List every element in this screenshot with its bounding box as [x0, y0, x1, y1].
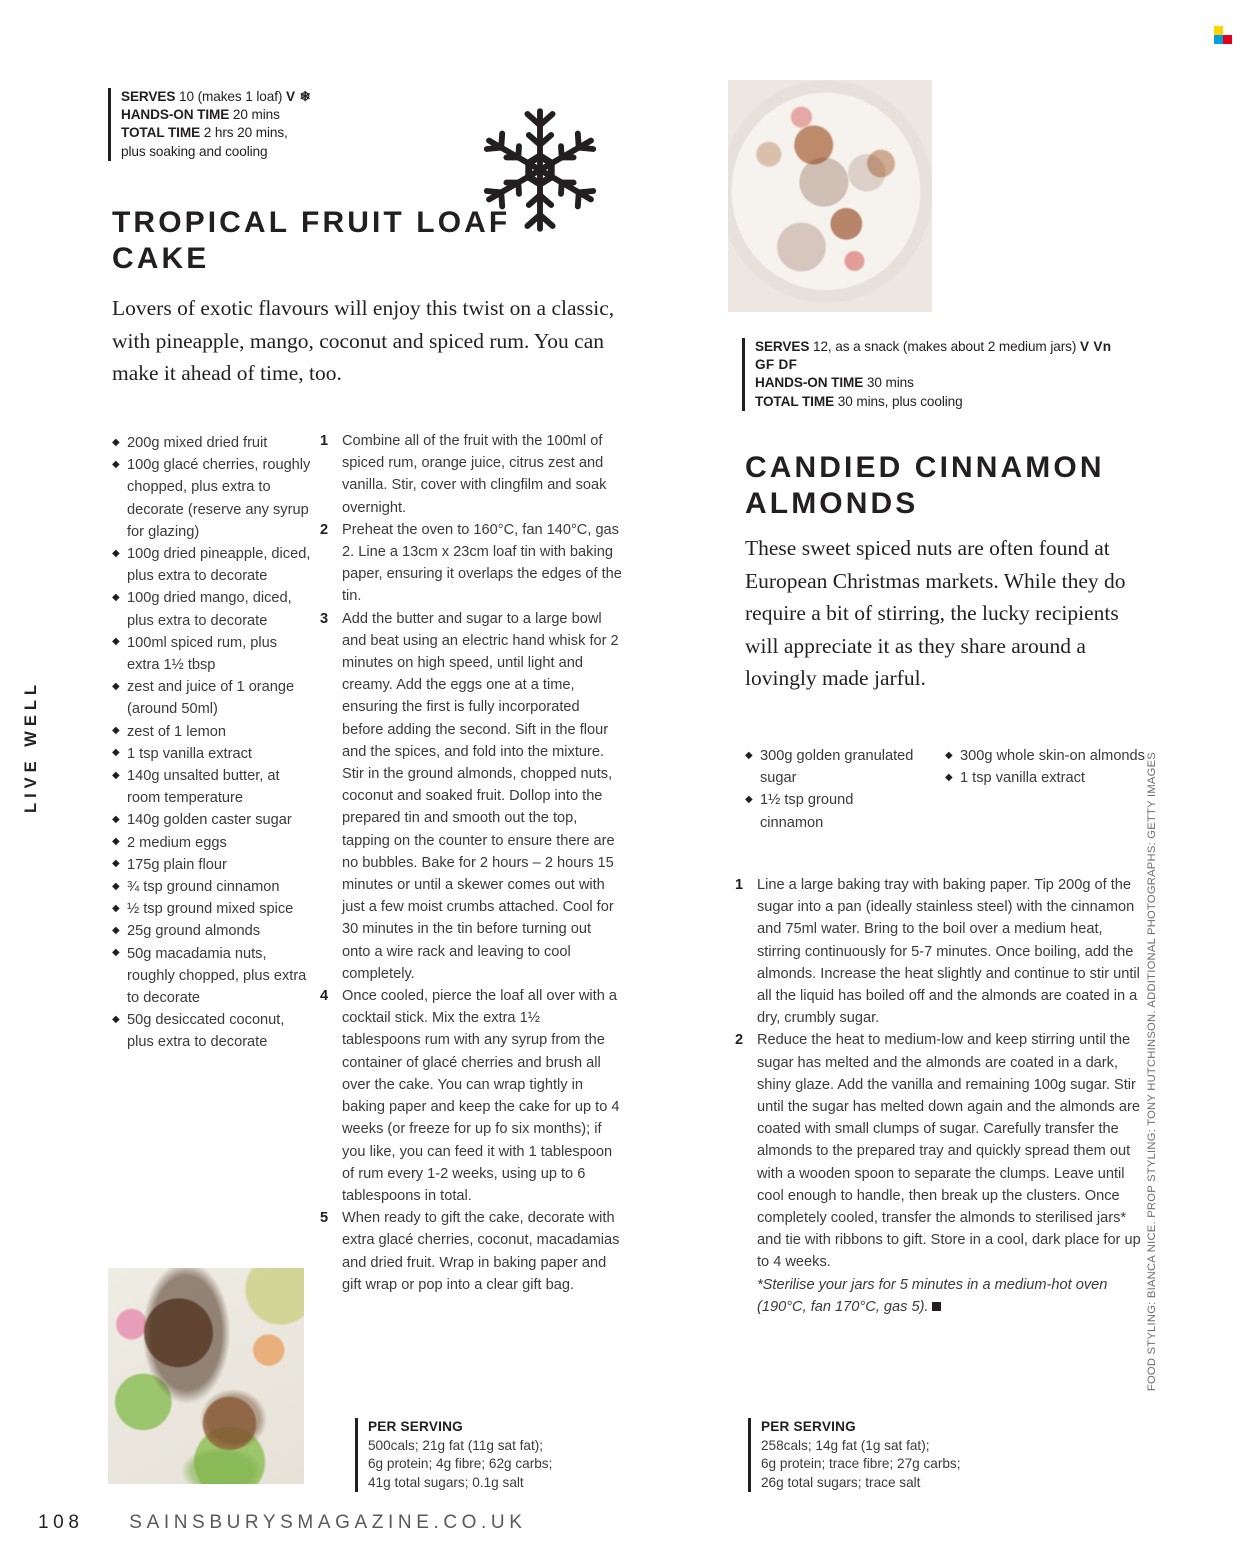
per-serving-line-3: 26g total sugars; trace salt [761, 1474, 921, 1490]
step-number: 2 [735, 1032, 744, 1049]
ingredient-item: ◆ 300g whole skin-on almonds [945, 745, 1145, 767]
total-time-line [121, 124, 451, 142]
page-number: 108 [38, 1512, 84, 1533]
ingredient-item: ◆ 50g desiccated coconut, plus extra to decorate [112, 1009, 312, 1053]
page-footer [38, 1512, 527, 1534]
ingredient-item: ◆ 175g plain flour [112, 854, 312, 876]
ingredient-item: ◆ 1 tsp vanilla extract [945, 767, 1145, 789]
serves-value: 10 (makes 1 loaf) [179, 89, 283, 104]
ingredient-item: ◆ 1½ tsp ground cinnamon [745, 789, 920, 833]
hands-on-line [755, 374, 1125, 392]
hands-on-value: 30 mins [866, 375, 914, 391]
ingredient-item: ◆ 100g dried mango, diced, plus extra to decorate [112, 587, 312, 631]
ingredient-item: ◆ 100ml spiced rum, plus extra 1½ tbsp [112, 632, 312, 676]
serves-label: SERVES [755, 339, 810, 354]
ingredient-item: ◆ 100g glacé cherries, roughly chopped, plus extra to decorate (reserve any syrup for glazing) [112, 454, 312, 543]
ingredients-list-right-col2 [945, 745, 1145, 789]
step-number: 4 [320, 988, 329, 1005]
ingredient-item: ◆ 140g unsalted butter, at room temperature [112, 765, 312, 809]
hands-on-value: 20 mins [232, 107, 280, 123]
per-serving-line-2: 6g protein; 4g fibre; 62g carbs; [368, 1456, 553, 1472]
per-serving-left [355, 1418, 648, 1492]
step-number: 1 [320, 433, 329, 449]
total-time-extra: plus soaking and cooling [121, 143, 268, 159]
method-step: 2 Preheat the oven to 160°C, fan 140°C, gas 2. Line a 13cm x 23cm loaf tin with baking paper, ensuring it overlaps the edges of the tin. [320, 519, 622, 608]
magazine-url: SAINSBURYSMAGAZINE.CO.UK [129, 1512, 527, 1533]
method-step: 4 Once cooled, pierce the loaf all over with a cocktail stick. Mix the extra 1½ tablespoons rum with any syrup from the container of glacé cherries and brush all over the cake. You can wrap tightly in baking paper and keep the cake for up to 4 weeks (or freeze for up fo six months); if you like, you can feed it with 1 tablespoon of rum every 1-2 weeks, using up to 6 tablespoons in total. [320, 985, 622, 1207]
hands-on-line [121, 106, 451, 124]
ingredient-item: ◆ zest of 1 lemon [112, 721, 312, 743]
method-step: 3 Add the butter and sugar to a large bowl and beat using an electric hand whisk for 2 minutes on high speed, until light and creamy. Add the eggs one at a time, ensuring the first is fully incorporated before adding the second. Sift in the flour and the spices, and fold into the mixture. Stir in the ground almonds, chopped nuts, coconut and soaked fruit. Dollop into the prepared tin and smooth out the top, tapping on the counter to ensure there are no bubbles. Bake for 2 hours – 2 hours 15 minutes or until a skewer comes out with just a few moist crumbs attached. Cool for 30 minutes in the tin before turning out onto a wire rack and leaving to cool completely. [320, 608, 622, 985]
diet-tags: V Vn GF DF [755, 339, 1112, 373]
method-step: 5 When ready to gift the cake, decorate with extra glacé cherries, coconut, macadamias and dried fruit. Wrap in baking paper and gift wrap or pop into a clear gift bag. [320, 1207, 622, 1296]
hands-on-label: HANDS-ON TIME [755, 375, 864, 391]
method-step: 1 Combine all of the fruit with the 100ml of spiced rum, orange juice, citrus zest and vanilla. Stir, cover with clingfilm and soak overnight. [320, 430, 622, 519]
recipe-meta-left [108, 88, 451, 161]
recipe-title-right: CANDIED CINNAMON ALMONDS [745, 451, 1105, 520]
hands-on-label: HANDS-ON TIME [121, 107, 230, 123]
step-number: 2 [320, 521, 329, 538]
ingredients-list-left [112, 432, 312, 1054]
ingredient-item: ◆ 200g mixed dried fruit [112, 432, 312, 454]
total-time-value: 30 mins, plus cooling [837, 393, 963, 409]
method-footnote: *Sterilise your jars for 5 minutes in a medium-hot oven (190°C, fan 170°C, gas 5). [757, 1276, 1108, 1315]
step-number: 1 [735, 877, 744, 893]
photo-credit-text: FOOD STYLING: BIANCA NICE. PROP STYLING: TONY HUTCHINSON. ADDITIONAL PHOTOGRAPHS: GETTY IMAGES [1146, 752, 1158, 1392]
corner-registration-mark [1214, 26, 1232, 44]
tropical-loaf-cake-photo [108, 1268, 304, 1484]
total-time-line [755, 393, 1125, 411]
ingredient-item: ◆ ½ tsp ground mixed spice [112, 898, 312, 920]
per-serving-line-2: 6g protein; trace fibre; 27g carbs; [761, 1456, 961, 1472]
end-of-article-mark [932, 1302, 941, 1311]
ingredient-item: ◆ 300g golden granulated sugar [745, 745, 920, 789]
total-time-value: 2 hrs 20 mins, [203, 125, 288, 141]
recipe-meta-right [742, 338, 1125, 411]
recipe-title-left: TROPICAL FRUIT LOAF CAKE [112, 206, 511, 275]
method-steps-right [735, 874, 1145, 1318]
serves-line [755, 338, 1125, 374]
step-number: 3 [320, 610, 329, 627]
per-serving-right [748, 1418, 1061, 1492]
per-serving-line-3: 41g total sugars; 0.1g salt [368, 1474, 524, 1490]
serves-line [121, 88, 451, 106]
ingredient-item: ◆ ¾ tsp ground cinnamon [112, 876, 312, 898]
per-serving-line-1: 258cals; 14g fat (1g sat fat); [761, 1437, 930, 1453]
total-time-label: TOTAL TIME [755, 393, 835, 409]
recipe-standfirst-left: Lovers of exotic flavours will enjoy this twist on a classic, with pineapple, mango, coconut and spiced rum. You can make it ahead of time, too. [112, 296, 615, 385]
per-serving-title: PER SERVING [761, 1419, 856, 1434]
ingredient-item: ◆ 1 tsp vanilla extract [112, 743, 312, 765]
ingredient-item: ◆ 2 medium eggs [112, 832, 312, 854]
per-serving-line-1: 500cals; 21g fat (11g sat fat); [368, 1437, 544, 1453]
total-time-label: TOTAL TIME [121, 125, 201, 141]
candied-almonds-photo [728, 80, 932, 312]
method-step: 1 Line a large baking tray with baking paper. Tip 200g of the sugar into a pan (ideally stainless steel) with the cinnamon and 75ml water. Bring to the boil over a medium heat, stirring continuously for 5-7 minutes. Once boiling, add the almonds. Increase the heat slightly and continue to stir until all the liquid has boiled off and the almonds are coated in a dry, crumbly sugar. [735, 874, 1145, 1029]
ingredient-item: ◆ 100g dried pineapple, diced, plus extra to decorate [112, 543, 312, 587]
per-serving-title: PER SERVING [368, 1419, 463, 1434]
recipe-standfirst-right: These sweet spiced nuts are often found at European Christmas markets. While they do require a bit of stirring, the lucky recipients will appreciate it as they share around a lovingly made jarful. [745, 536, 1126, 690]
ingredient-item: ◆ 50g macadamia nuts, roughly chopped, plus extra to decorate [112, 943, 312, 1010]
ingredient-item: ◆ zest and juice of 1 orange (around 50ml) [112, 676, 312, 720]
ingredients-list-right-col1 [745, 745, 920, 834]
step-number: 5 [320, 1210, 329, 1227]
method-steps-left [320, 430, 622, 1296]
ingredient-item: ◆ 25g ground almonds [112, 920, 312, 942]
serves-value: 12, as a snack (makes about 2 medium jars) [813, 339, 1077, 354]
serves-label: SERVES [121, 89, 176, 104]
diet-tags: V ❄ [286, 89, 312, 104]
section-label-live-well: LIVE WELL [22, 680, 40, 813]
ingredient-item: ◆ 140g golden caster sugar [112, 809, 312, 831]
method-step: 2 Reduce the heat to medium-low and keep stirring until the sugar has melted and the almonds are coated in a dark, shiny glaze. Add the vanilla and remaining 100g sugar. Stir until the sugar has melted down again and the almonds are coated with small clumps of sugar. Carefully transfer the almonds to the prepared tray and quickly spread them out with a wooden spoon to separate the clumps. Leave until cool enough to handle, then break up the clusters. Once completely cooled, transfer the almonds to sterilised jars* and tie with ribbons to gift. Store in a cool, dark place for up to 4 weeks. *Sterilise your jars for 5 minutes in a medium-hot oven (190°C, fan 170°C, gas 5). [735, 1029, 1145, 1318]
